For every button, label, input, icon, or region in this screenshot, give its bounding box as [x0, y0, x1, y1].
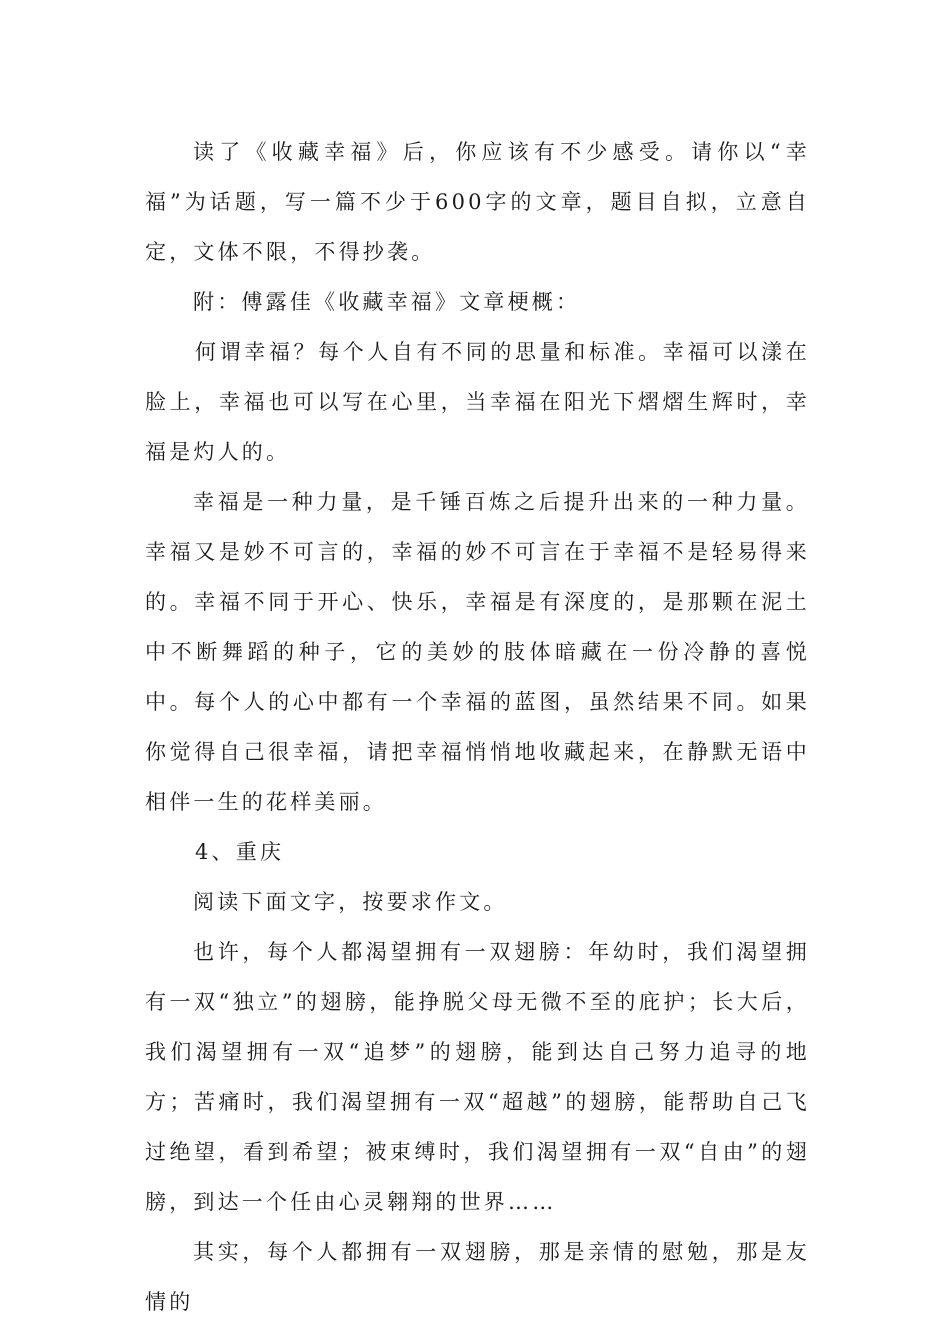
- essay-prompt-paragraph: 读了《收藏幸福》后，你应该有不少感受。请你以“幸福”为话题，写一篇不少于600字的文章，题目自拟，立意自定，文体不限，不得抄袭。: [145, 140, 810, 264]
- instruction-paragraph: 阅读下面文字，按要求作文。: [193, 890, 508, 914]
- summary-paragraph-1: 何谓幸福？每个人自有不同的思量和标准。幸福可以漾在脸上，幸福也可以写在心里，当幸福在阳光下熠熠生辉时，幸福是灼人的。: [145, 340, 810, 464]
- document-body: [145, 127, 810, 1327]
- summary-paragraph-2: 幸福是一种力量，是千锤百炼之后提升出来的一种力量。幸福又是妙不可言的，幸福的妙不可言在于幸福不是轻易得来的。幸福不同于开心、快乐，幸福是有深度的，是那颗在泥土中不断舞蹈的种子，它的美妙的肢体暗藏在一份冷静的喜悦中。每个人的心中都有一个幸福的蓝图，虽然结果不同。如果你觉得自己很幸福，请把幸福悄悄地收藏起来，在静默无语中相伴一生的花样美丽。: [145, 490, 810, 814]
- material-paragraph-2: 其实，每个人都拥有一双翅膀，那是亲情的慰勉，那是友情的: [145, 1240, 810, 1314]
- section-heading-chongqing: 4、重庆: [195, 840, 285, 864]
- material-paragraph-1: 也许，每个人都渴望拥有一双翅膀：年幼时，我们渴望拥有一双“独立”的翅膀，能挣脱父母无微不至的庇护；长大后，我们渴望拥有一双“追梦”的翅膀，能到达自己努力追寻的地方；苦痛时，我们渴望拥有一双“超越”的翅膀，能帮助自己飞过绝望，看到希望；被束缚时，我们渴望拥有一双“自由”的翅膀，到达一个任由心灵翱翔的世界……: [145, 940, 810, 1214]
- appendix-heading: 附：傅露佳《收藏幸福》文章梗概：: [193, 290, 581, 314]
